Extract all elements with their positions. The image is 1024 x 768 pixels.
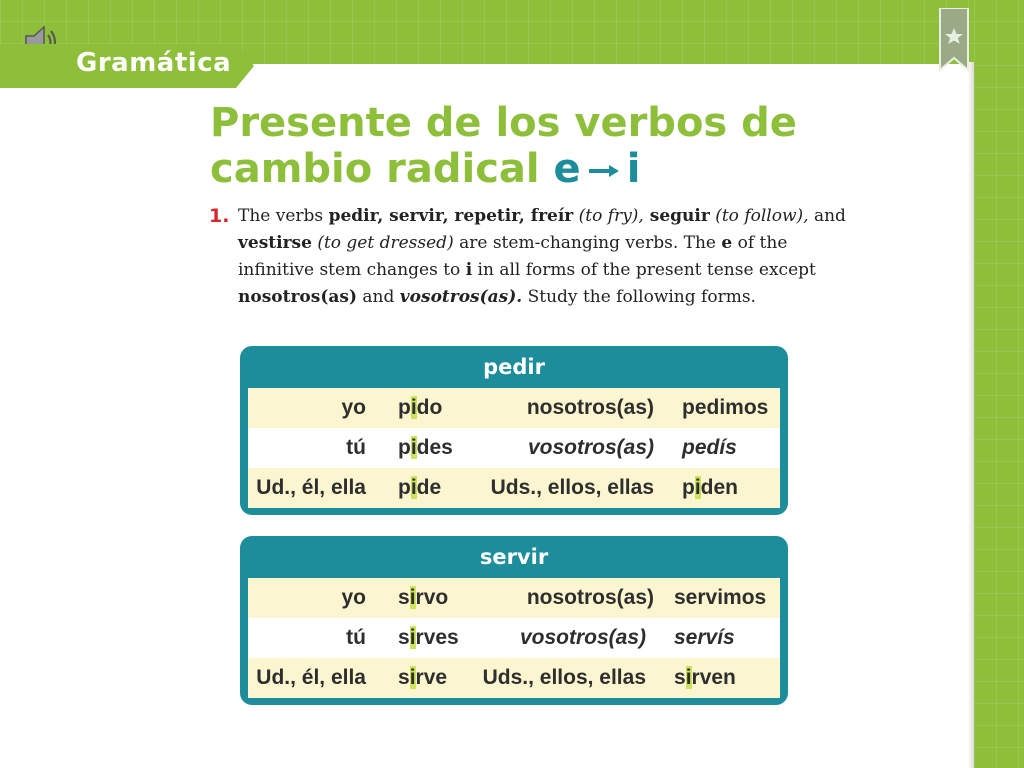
verb-vestirse: vestirse <box>238 233 312 253</box>
form-part: p <box>398 476 411 499</box>
form-part: den <box>700 476 739 499</box>
conjugation-table-pedir <box>240 346 788 515</box>
page-title <box>210 100 797 192</box>
table-row <box>248 388 780 428</box>
pronoun-vosotros: vosotros(as). <box>399 287 523 307</box>
title-from-letter: e <box>553 146 581 192</box>
bookmark-icon[interactable] <box>938 8 970 72</box>
form-cell <box>398 658 447 698</box>
pronoun-cell: Uds., ellos, ellas <box>490 476 654 499</box>
table-row <box>248 428 780 468</box>
pronoun-cell: Uds., ellos, ellas <box>482 666 646 689</box>
changed-vowel: i <box>685 666 692 689</box>
form-part: rves <box>415 626 459 649</box>
changed-vowel: i <box>409 626 416 649</box>
table-row <box>248 578 780 618</box>
title-line2: cambio radical <box>210 146 540 192</box>
form-cell: pedimos <box>682 396 769 419</box>
pronoun-cell: Ud., él, ella <box>256 666 366 689</box>
form-cell: servís <box>674 626 735 649</box>
form-part: s <box>398 626 410 649</box>
text-span: of the infinitive stem changes to <box>238 233 788 280</box>
explanation-paragraph <box>209 203 849 311</box>
form-part: s <box>398 586 410 609</box>
text-span: in all forms of the present tense except <box>472 260 816 280</box>
verb-freir: freír <box>530 206 574 226</box>
verb-pedir: pedir, <box>328 206 390 226</box>
pronoun-nosotros: nosotros(as) <box>238 287 357 307</box>
form-part: p <box>682 476 695 499</box>
verb-seguir: seguir <box>643 206 710 226</box>
pronoun-cell: tú <box>346 626 366 649</box>
letter-e: e <box>721 233 733 253</box>
form-part: do <box>416 396 443 419</box>
arrow-right-icon <box>587 163 621 179</box>
text-span: and <box>808 206 846 226</box>
form-part: des <box>416 436 453 459</box>
changed-vowel: i <box>410 436 417 459</box>
form-cell <box>398 428 453 468</box>
table-header: pedir <box>483 355 545 379</box>
form-part: de <box>416 476 442 499</box>
pronoun-cell: vosotros(as) <box>519 626 646 649</box>
title-to-letter: i <box>626 146 641 192</box>
form-cell <box>682 468 738 508</box>
form-part: s <box>674 666 686 689</box>
changed-vowel: i <box>410 476 417 499</box>
right-banner <box>974 0 1024 768</box>
table-header: servir <box>479 545 549 569</box>
form-part: rvo <box>415 586 449 609</box>
changed-vowel: i <box>410 396 417 419</box>
form-part: rven <box>691 666 736 689</box>
gloss-to-follow: (to follow), <box>709 206 809 226</box>
table-row <box>248 618 780 658</box>
form-part: p <box>398 436 411 459</box>
table-row <box>248 658 780 698</box>
form-cell <box>398 618 459 658</box>
pronoun-cell: vosotros(as) <box>527 436 654 459</box>
conjugation-table-servir <box>240 536 788 705</box>
form-cell: pedís <box>682 436 737 459</box>
form-cell <box>398 388 442 428</box>
pronoun-cell: nosotros(as) <box>526 586 654 609</box>
form-cell: servimos <box>674 586 767 609</box>
verb-servir: servir, <box>389 206 455 226</box>
step-number: 1. <box>209 205 230 227</box>
explanation-text <box>238 203 849 311</box>
changed-vowel: i <box>694 476 701 499</box>
text-span: The verbs <box>238 206 329 226</box>
text-span: Study the following forms. <box>522 287 756 307</box>
gloss-to-get-dressed: (to get dressed) <box>311 233 454 253</box>
verb-repetir: repetir, <box>454 206 531 226</box>
text-span: and <box>357 287 400 307</box>
pronoun-cell: tú <box>346 436 366 459</box>
pronoun-cell: nosotros(as) <box>526 396 654 419</box>
changed-vowel: i <box>409 586 416 609</box>
changed-vowel: i <box>409 666 416 689</box>
title-line1: Presente de los verbos de <box>210 100 797 146</box>
page-edge <box>968 62 974 768</box>
pronoun-cell: Ud., él, ella <box>256 476 366 499</box>
form-cell <box>398 578 448 618</box>
letter-i: i <box>465 260 473 280</box>
pronoun-cell: yo <box>341 396 366 419</box>
pronoun-cell: yo <box>341 586 366 609</box>
form-cell <box>674 658 736 698</box>
text-span: are stem-changing verbs. The <box>453 233 722 253</box>
section-label: Gramática <box>76 48 232 78</box>
form-part: p <box>398 396 411 419</box>
form-part: s <box>398 666 410 689</box>
form-part: rve <box>415 666 448 689</box>
gloss-to-fry: (to fry), <box>573 206 644 226</box>
form-cell <box>398 468 441 508</box>
table-row <box>248 468 780 508</box>
